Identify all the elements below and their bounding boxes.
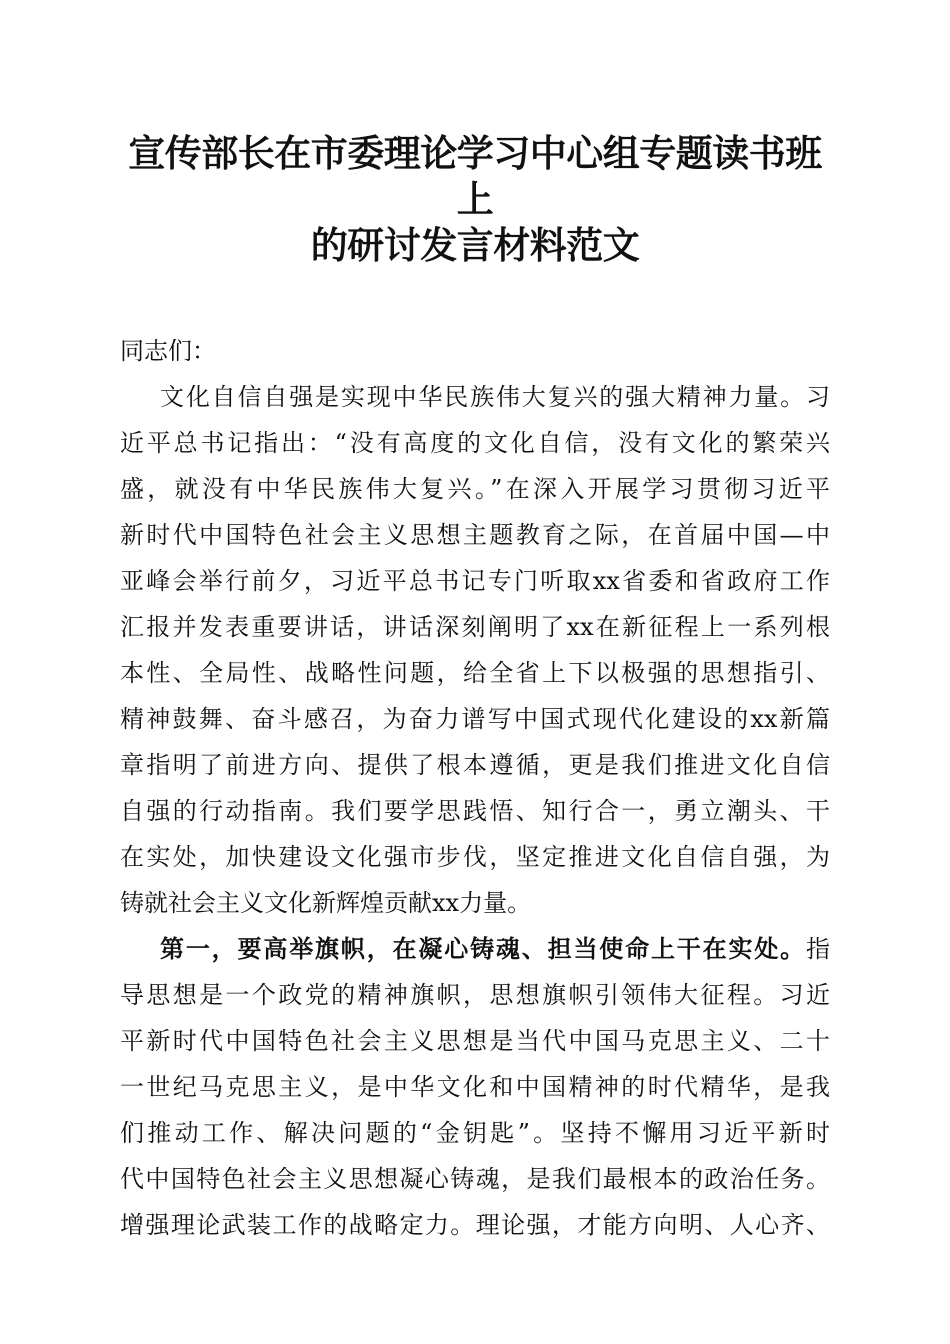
- paragraph-1-line: 自强的行动指南。我们要学思践悟、知行合一，勇立潮头、干: [120, 797, 830, 825]
- paragraph-1-line: 亚峰会举行前夕，习近平总书记专门听取xx省委和省政府工作: [120, 567, 830, 595]
- title-line-2: 的研讨发言材料范文: [310, 223, 640, 267]
- document-title: [120, 130, 830, 268]
- salutation: 同志们：: [120, 337, 216, 365]
- paragraph-1-line: 在实处，加快建设文化强市步伐，坚定推进文化自信自强，为: [120, 843, 830, 871]
- paragraph-2-line: 一世纪马克思主义，是中华文化和中国精神的时代精华，是我: [120, 1073, 830, 1101]
- paragraph-2-first-line: [120, 926, 830, 972]
- paragraph-1: [120, 374, 830, 926]
- paragraph-2-first-line-rest: 指: [806, 935, 830, 963]
- paragraph-1-line: 精神鼓舞、奋斗感召，为奋力谱写中国式现代化建设的xx新篇: [120, 705, 830, 733]
- paragraph-2-line: 增强理论武装工作的战略定力。理论强，才能方向明、人心齐、: [120, 1211, 830, 1239]
- title-line-1: 宣传部长在市委理论学习中心组专题读书班上: [128, 131, 822, 221]
- paragraph-2-heading: 第一，要高举旗帜，在凝心铸魂、担当使命上干在实处。: [160, 934, 806, 963]
- document-body: [120, 328, 830, 1248]
- paragraph-1-line: 汇报并发表重要讲话，讲话深刻阐明了xx在新征程上一系列根: [120, 613, 830, 641]
- paragraph-2-line: 导思想是一个政党的精神旗帜，思想旗帜引领伟大征程。习近: [120, 981, 830, 1009]
- paragraph-1-line: 章指明了前进方向、提供了根本遵循，更是我们推进文化自信: [120, 751, 830, 779]
- paragraph-1-line: 盛，就没有中华民族伟大复兴。”在深入开展学习贯彻习近平: [120, 475, 830, 503]
- paragraph-1-line: 文化自信自强是实现中华民族伟大复兴的强大精神力量。习: [160, 383, 830, 411]
- paragraph-1-line: 铸就社会主义文化新辉煌贡献xx力量。: [120, 889, 532, 917]
- paragraph-1-line: 近平总书记指出：“没有高度的文化自信，没有文化的繁荣兴: [120, 429, 830, 457]
- paragraph-2-line: 们推动工作、解决问题的“金钥匙”。坚持不懈用习近平新时: [120, 1119, 830, 1147]
- paragraph-2: [120, 926, 830, 1248]
- paragraph-2-line: 代中国特色社会主义思想凝心铸魂，是我们最根本的政治任务。: [120, 1165, 830, 1193]
- paragraph-1-line: 本性、全局性、战略性问题，给全省上下以极强的思想指引、: [120, 659, 830, 687]
- paragraph-1-line: 新时代中国特色社会主义思想主题教育之际，在首届中国—中: [120, 521, 830, 549]
- paragraph-2-line: 平新时代中国特色社会主义思想是当代中国马克思主义、二十: [120, 1027, 830, 1055]
